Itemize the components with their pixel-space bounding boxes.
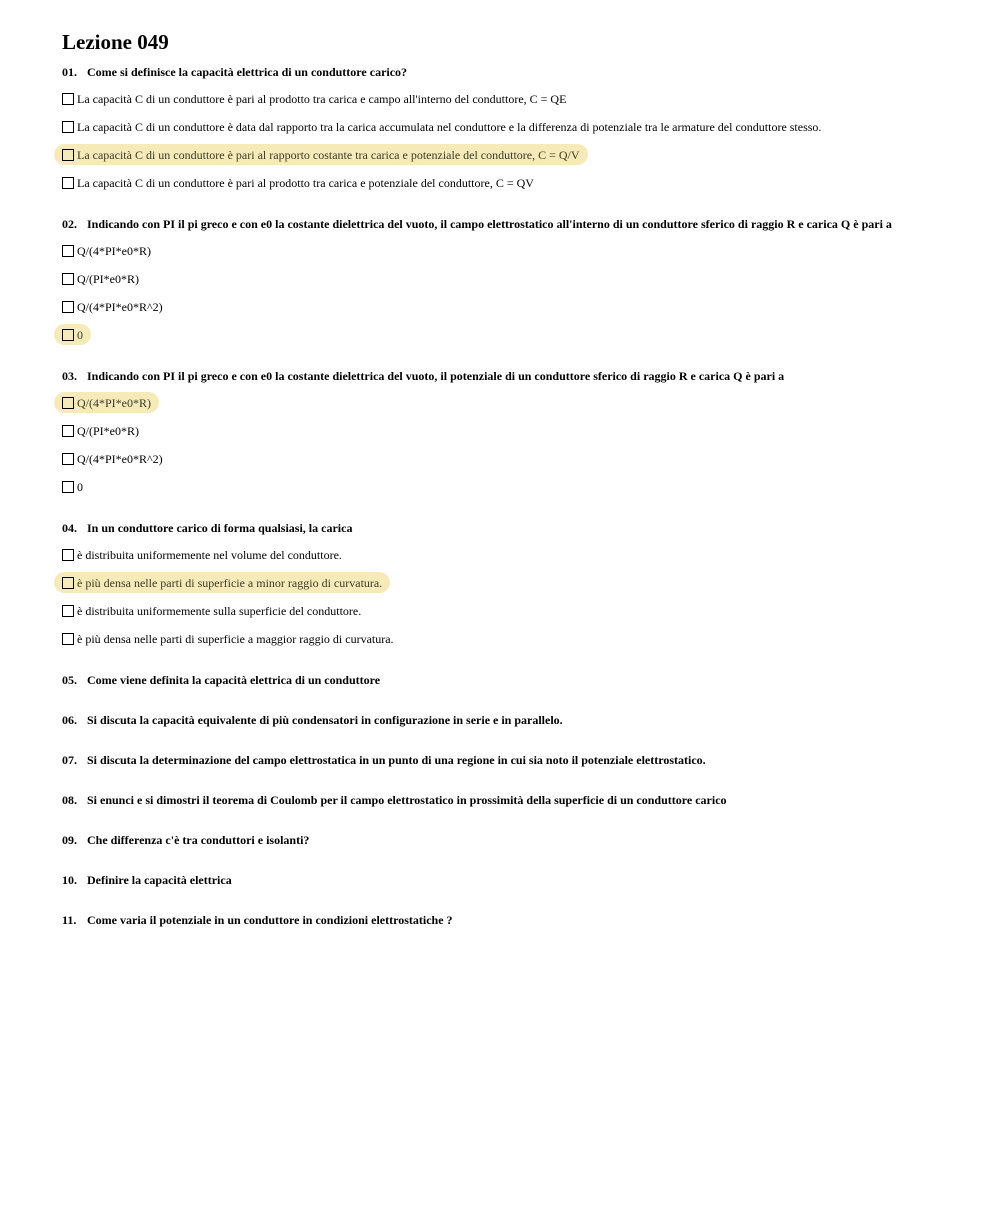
- answer-checkbox[interactable]: [62, 301, 74, 313]
- answer-option-text: Q/(4*PI*e0*R): [77, 244, 151, 258]
- question-text: Definire la capacità elettrica: [87, 873, 232, 887]
- question-number: 04.: [62, 521, 77, 535]
- answer-option: [62, 175, 962, 203]
- question-heading: [62, 216, 962, 232]
- answer-option-text: Q/(4*PI*e0*R): [77, 396, 151, 410]
- question-heading: [62, 368, 962, 384]
- question-text: Come viene definita la capacità elettrica di un conduttore: [87, 673, 381, 687]
- document-page: [62, 30, 962, 952]
- answer-checkbox[interactable]: [62, 549, 74, 561]
- answer-option-text: è più densa nelle parti di superficie a minor raggio di curvatura.: [77, 576, 383, 590]
- question-number: 08.: [62, 793, 77, 807]
- answer-option-text: Q/(PI*e0*R): [77, 424, 139, 438]
- answer-options: [62, 395, 962, 507]
- page-title: Lezione 049: [62, 30, 169, 54]
- answer-option-text: Q/(4*PI*e0*R^2): [77, 452, 163, 466]
- answer-option-text: è distribuita uniformemente nel volume del conduttore.: [77, 548, 342, 562]
- answer-option-text: Q/(PI*e0*R): [77, 272, 139, 286]
- answer-checkbox[interactable]: [62, 633, 74, 645]
- answer-option: [62, 479, 962, 507]
- question-heading: [62, 792, 962, 808]
- question-text: Indicando con PI il pi greco e con e0 la costante dielettrica del vuoto, il campo elettrostatico all'interno di un conduttore sferico di raggio R e carica Q è pari a: [87, 217, 892, 231]
- question-text: Si enunci e si dimostri il teorema di Coulomb per il campo elettrostatico in prossimità della superficie di un conduttore carico: [87, 793, 727, 807]
- question: [62, 912, 962, 952]
- answer-option-highlighted: [62, 147, 962, 175]
- answer-option: [62, 423, 962, 451]
- answer-option: [62, 271, 962, 299]
- question-heading: [62, 872, 962, 888]
- answer-option-text: 0: [77, 480, 83, 494]
- answer-checkbox[interactable]: [62, 149, 74, 161]
- answer-checkbox[interactable]: [62, 121, 74, 133]
- question-text: Si discuta la capacità equivalente di più condensatori in configurazione in serie e in parallelo.: [87, 713, 563, 727]
- answer-checkbox[interactable]: [62, 273, 74, 285]
- answer-option: [62, 451, 962, 479]
- answer-option: [62, 243, 962, 271]
- answer-option: [62, 299, 962, 327]
- question-heading: [62, 672, 962, 688]
- question: [62, 712, 962, 752]
- answer-options: [62, 243, 962, 355]
- question-number: 02.: [62, 217, 77, 231]
- question-heading: [62, 712, 962, 728]
- answer-option-highlighted: [62, 575, 962, 603]
- question-number: 01.: [62, 65, 77, 79]
- answer-option: [62, 547, 962, 575]
- question-text: Indicando con PI il pi greco e con e0 la costante dielettrica del vuoto, il potenziale di un conduttore sferico di raggio R e carica Q è pari a: [87, 369, 785, 383]
- answer-option-highlighted: [62, 327, 962, 355]
- question-heading: [62, 520, 962, 536]
- answer-checkbox[interactable]: [62, 93, 74, 105]
- answer-option-highlighted: [62, 395, 962, 423]
- answer-option: [62, 631, 962, 659]
- answer-option-text: La capacità C di un conduttore è pari al rapporto costante tra carica e potenziale del conduttore, C = Q/V: [77, 148, 580, 162]
- answer-option-text: La capacità C di un conduttore è pari al prodotto tra carica e campo all'interno del conduttore, C = QE: [77, 92, 567, 106]
- answer-checkbox[interactable]: [62, 425, 74, 437]
- question-list: [62, 64, 962, 952]
- question-number: 10.: [62, 873, 77, 887]
- question-number: 11.: [62, 913, 77, 927]
- question: [62, 672, 962, 712]
- question-number: 05.: [62, 673, 77, 687]
- question: [62, 832, 962, 872]
- question-number: 03.: [62, 369, 77, 383]
- answer-option-text: 0: [77, 328, 83, 342]
- question: [62, 752, 962, 792]
- answer-options: [62, 91, 962, 203]
- answer-options: [62, 547, 962, 659]
- question: [62, 216, 962, 368]
- answer-checkbox[interactable]: [62, 605, 74, 617]
- answer-option-text: La capacità C di un conduttore è data dal rapporto tra la carica accumulata nel conduttore e la differenza di potenziale tra le armature del conduttore stesso.: [77, 120, 822, 134]
- answer-option-text: è distribuita uniformemente sulla superficie del conduttore.: [77, 604, 362, 618]
- answer-checkbox[interactable]: [62, 245, 74, 257]
- answer-option: [62, 119, 962, 147]
- question-number: 07.: [62, 753, 77, 767]
- question-number: 09.: [62, 833, 77, 847]
- question-heading: [62, 832, 962, 848]
- question-text: In un conduttore carico di forma qualsiasi, la carica: [87, 521, 353, 535]
- question-text: Si discuta la determinazione del campo elettrostatica in un punto di una regione in cui sia noto il potenziale elettrostatico.: [87, 753, 706, 767]
- question: [62, 792, 962, 832]
- question-number: 06.: [62, 713, 77, 727]
- answer-option-text: Q/(4*PI*e0*R^2): [77, 300, 163, 314]
- question-heading: [62, 912, 962, 928]
- question-heading: [62, 64, 962, 80]
- question-text: Come si definisce la capacità elettrica di un conduttore carico?: [87, 65, 408, 79]
- answer-option: [62, 603, 962, 631]
- answer-checkbox[interactable]: [62, 177, 74, 189]
- question-heading: [62, 752, 962, 768]
- answer-checkbox[interactable]: [62, 481, 74, 493]
- answer-checkbox[interactable]: [62, 453, 74, 465]
- answer-checkbox[interactable]: [62, 329, 74, 341]
- answer-option-text: è più densa nelle parti di superficie a maggior raggio di curvatura.: [77, 632, 394, 646]
- question: [62, 368, 962, 520]
- answer-checkbox[interactable]: [62, 577, 74, 589]
- answer-option: [62, 91, 962, 119]
- answer-option-text: La capacità C di un conduttore è pari al prodotto tra carica e potenziale del conduttore, C = QV: [77, 176, 534, 190]
- answer-checkbox[interactable]: [62, 397, 74, 409]
- question-text: Che differenza c'è tra conduttori e isolanti?: [87, 833, 310, 847]
- question: [62, 872, 962, 912]
- question-text: Come varia il potenziale in un conduttore in condizioni elettrostatiche ?: [87, 913, 453, 927]
- question: [62, 64, 962, 216]
- question: [62, 520, 962, 672]
